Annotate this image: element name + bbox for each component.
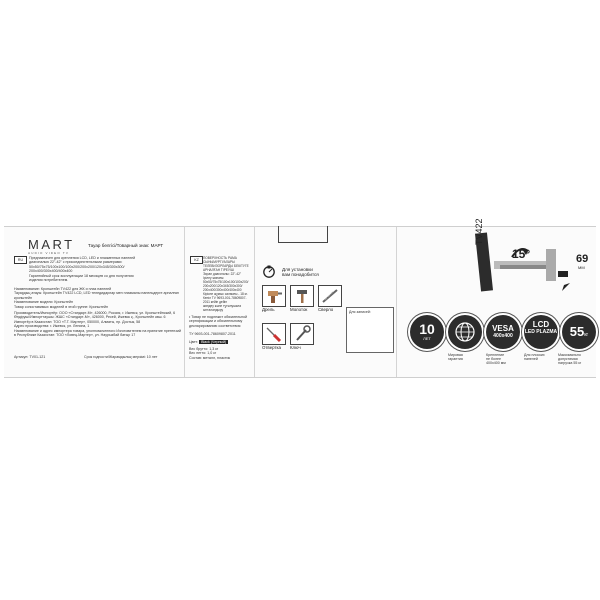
kz-line: Ірілеу жинағы: 50x50/75x75/100x100/100x200/ <box>203 276 249 284</box>
notes-label: Для записей: <box>349 310 371 314</box>
screens-badge: LCD LED PLAZMA <box>524 315 558 349</box>
ru-line: диагональю 22"-42" с присоединительными размерами: <box>29 260 123 265</box>
kz-line: Экран диагоналы: 22"-42" <box>203 272 242 276</box>
cert-line: сертификации и обязательному <box>189 319 243 324</box>
packaging-strip <box>4 218 596 378</box>
logo-tagline: AUDIO VIDEO TV <box>28 251 70 255</box>
spec-row: Тауардың атауы: Кронштейн TV422 LCD, LED теледидарлар мен плазмалы панельдерге арналған кронштейн <box>14 291 179 300</box>
tool-label: Молоток <box>290 307 308 312</box>
contact-line: Импортёр в Казахстан: ТОО «Т.Т. Мартер», 050000, Алматы, пр. Достык, 58 <box>14 319 141 324</box>
divider <box>184 227 185 377</box>
weight-line: Состав: металл, пластик <box>189 355 231 360</box>
kz-line: ТЕЛЕВИЗОРЛАРДЫ БЕКІТУГЕ АРНАЛҒАН ТІРЕУІШ <box>203 264 249 272</box>
contact-list <box>14 311 184 337</box>
badge-caption: Мировая гарантия <box>448 353 463 362</box>
brand-logo <box>28 237 75 255</box>
warranty-badge: 10 ЛЕТ <box>410 315 444 349</box>
divider <box>254 227 255 377</box>
kz-line: Кіріспе жұмыс салмағы - 18 кг. <box>203 292 248 296</box>
model-label: TV422 <box>474 218 484 245</box>
kz-lines <box>203 256 253 312</box>
divider <box>396 227 397 377</box>
screwdriver-icon <box>263 324 285 344</box>
ru-line: 200x400/300x400/400x400 <box>29 269 73 274</box>
spec-row: Наименование: Кронштейн TV422 для ЖК и плаз панелей <box>14 287 112 291</box>
badge-caption: Максимально допустимая нагрузка 55 кг <box>558 353 582 366</box>
cert-line: декларированию соответствия <box>189 323 241 328</box>
kz-line: 200x200/120x345/300x300/ 200x400/300x400/400x400 <box>203 284 243 292</box>
tool-label: Ключ <box>290 345 301 350</box>
drill-tool <box>262 285 286 307</box>
vesa-badge: VESA 400x400 <box>486 315 520 349</box>
cert-line: • Товар не подлежит обязательной <box>189 315 248 319</box>
hammer-icon <box>291 286 313 306</box>
install-title: Для установки вам понадобится <box>282 267 319 278</box>
lang-code-ru: RU <box>14 256 27 264</box>
ru-line: 50x50/75x75/100x100/100x200/200x200/120x345/300x300/ <box>29 264 125 269</box>
tool-label: Сверло <box>318 307 334 312</box>
depth-unit: MM <box>578 265 585 270</box>
notes-box <box>346 307 394 353</box>
global-badge <box>448 315 482 349</box>
tool-label: Дрель <box>262 307 275 312</box>
kz-line: жөндеу және тұтынушыға ынталандыру <box>203 304 242 312</box>
tilt-label: 15° <box>512 247 531 261</box>
badge-caption: Крепление не более 400x400 мм <box>486 353 506 366</box>
contact-line: Адрес производства: г. Ижевск, ул. Ленина, 1 <box>14 324 90 329</box>
load-badge: 55кг <box>562 315 596 349</box>
contact-line: Өндіруші/Импорттаушы: ЖШС «Стандарт-М», 426000, Ресей, Ижевск қ., Кронштейн көш. 6 <box>14 315 166 320</box>
contact-line: Наименование и адрес импортера товара, уполномоченного Изготовителем на принятие претензий <box>14 328 181 333</box>
wrench-tool <box>290 323 314 345</box>
ru-line: Гарантийный срок эксплуатации 18 месяцев со дня получения <box>29 273 134 278</box>
validity-line: Срок годности/Жарамдылық мерзімі: 10 лет <box>84 355 158 359</box>
wrench-icon <box>291 324 313 344</box>
lang-code-kz-visible: KZ <box>190 256 203 264</box>
drill-icon <box>263 286 285 306</box>
install-icon <box>262 265 276 279</box>
tu-line: ТУ 9693-001-78609807-2011 <box>189 332 236 337</box>
spec-list <box>14 287 184 309</box>
hammer-tool <box>290 285 314 307</box>
ru-line: изделия потребителем. <box>29 278 69 283</box>
spec-row: Товар сопоставимых моделей в этой группе: Кронштейн <box>14 304 108 309</box>
contact-line: Производитель/Импортёр: ООО «Стандарт-М», 426000, Россия, г. Ижевск, ул. Кронштейнский, 6 <box>14 311 176 315</box>
kz-line: ПОВЕРХНОСТЬ РАМА СЫНЫМУРГУАЛАРЫ <box>203 256 237 264</box>
tool-label: Отвертка <box>262 345 281 350</box>
ru-line: Предназначен для крепления LCD, LED и плазменных панелей <box>29 256 136 260</box>
weight-line: Вес брутто: 1,3 кг <box>189 347 219 352</box>
article-line: Артикул: TV01-121 <box>14 355 46 359</box>
placeholder-box <box>278 226 328 243</box>
drill-bit-icon <box>319 286 341 306</box>
spec-row: Наименование модели: Кронштейн <box>14 300 73 305</box>
contact-line: в Республике Казахстан: ТОО «Ловец-Мартер», ул. Наурызбай батыр 17 <box>14 333 136 338</box>
weight-line: Вес нетто: 1,0 кг <box>189 351 217 356</box>
drill-bit-tool <box>318 285 342 307</box>
screwdriver-tool <box>262 323 286 345</box>
logo-text: MART <box>28 237 75 252</box>
kz-line: Кепіл TV 9693-001-78609807-2011 кейін дейін <box>203 296 247 304</box>
trademark-line: Тауар белгісі/Товарный знак: МАРТ <box>88 243 164 248</box>
certification-block <box>189 315 253 360</box>
badge-caption: Для плоских панелей <box>524 353 545 362</box>
product-illustration <box>474 227 594 307</box>
globe-icon <box>448 315 482 349</box>
color-line: Цвет: Black (Черный) <box>189 339 227 344</box>
depth-value: 69 <box>576 253 589 265</box>
ru-description <box>29 256 184 282</box>
